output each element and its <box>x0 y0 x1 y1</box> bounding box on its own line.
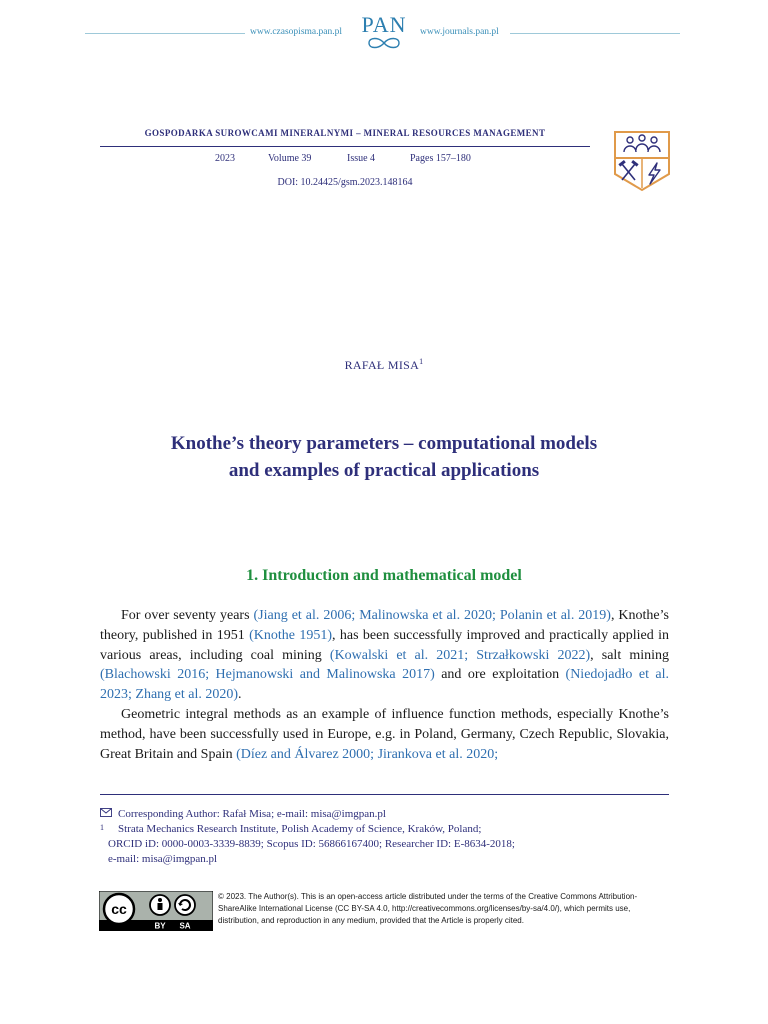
banner-url-right[interactable]: www.journals.pan.pl <box>420 27 499 37</box>
paragraph-text: , Knothe’s theory, published in 1951 <box>100 608 669 643</box>
corresponding-author-row <box>100 807 669 822</box>
banner-rule-right <box>510 33 680 34</box>
footnote-rule <box>100 794 669 795</box>
body-text <box>100 606 669 764</box>
pan-logo <box>354 14 414 58</box>
cc-by-sa-badge[interactable] <box>99 891 213 931</box>
affiliation-mark: 1 <box>100 823 104 832</box>
paragraph-2 <box>100 705 669 764</box>
affiliation-line2: ORCID iD: 0000-0003-3339-8839; Scopus ID: 56866167400; Researcher ID: E-8634-2018; <box>108 838 515 850</box>
affiliation-line1: Strata Mechanics Research Institute, Polish Academy of Science, Kraków, Poland; <box>118 823 482 835</box>
by-label: BY <box>154 921 166 931</box>
pan-logo-text: PAN <box>361 12 407 37</box>
envelope-icon <box>100 807 118 822</box>
journal-name: GOSPODARKA SUROWCAMI MINERALNYMI – MINERAL RESOURCES MANAGEMENT <box>144 128 546 138</box>
article-title-line2: and examples of practical applications <box>228 460 540 481</box>
citation-link[interactable]: (Blachowski 2016; Hejmanowski and Malinowska 2017) <box>100 667 435 683</box>
author-name <box>0 357 768 373</box>
citation-link[interactable]: (Díez and Álvarez 2000; Jirankova et al. 2020; <box>236 746 499 762</box>
citation-link[interactable]: (Knothe 1951) <box>249 627 333 643</box>
paragraph-text: Geometric integral methods as an example of influence function methods, especially Knothe’s method, have been successfully used in Europe, e.g. in Poland, Germany, Czech Republic, Slovakia, Great Britain and Spain <box>100 706 669 762</box>
affiliation-row <box>100 822 669 837</box>
paragraph-text: For over seventy years <box>121 608 254 623</box>
journal-volume: Volume 39 <box>268 153 312 164</box>
footnotes <box>100 807 669 867</box>
banner-rule-left <box>85 33 245 34</box>
author-text: RAFAŁ MISA <box>344 358 420 372</box>
cc-label: cc <box>111 901 127 917</box>
citation-link[interactable]: (Jiang et al. 2006; Malinowska et al. 2020; Polanin et al. 2019) <box>253 608 611 623</box>
sa-label: SA <box>179 921 191 931</box>
author-affiliation-mark: 1 <box>419 357 424 366</box>
journal-pages: Pages 157–180 <box>410 153 471 164</box>
corresponding-author: Corresponding Author: Rafał Misa; e-mail: misa@imgpan.pl <box>118 808 386 820</box>
paragraph-text: . <box>238 687 242 703</box>
banner-url-left[interactable]: www.czasopisma.pan.pl <box>250 27 342 37</box>
license-text: © 2023. The Author(s). This is an open-access article distributed under the terms of the Creative Commons Attribution-ShareAlike International License (CC BY-SA 4.0, http://creativecommons.org/licenses/by-sa/4.0/), which permits use, distribution, and reproduction in any medium, provided that the Article is properly cited. <box>218 892 638 925</box>
paragraph-text: , has been successfully improved and practically applied in various areas, including coal mining <box>100 627 670 663</box>
paragraph-text: , salt mining <box>590 647 669 663</box>
paragraph-text: and ore exploitation <box>434 667 566 683</box>
journal-year: 2023 <box>215 153 235 164</box>
journal-rule <box>100 146 590 147</box>
affiliation-line3: e-mail: misa@imgpan.pl <box>108 853 218 865</box>
section-heading: 1. Introduction and mathematical model <box>246 567 522 584</box>
citation-link[interactable]: (Niedojadło et al. 2023; Zhang et al. 2020) <box>100 667 670 703</box>
article-title <box>84 430 684 484</box>
infinity-icon <box>361 36 407 50</box>
doi[interactable]: DOI: 10.24425/gsm.2023.148164 <box>277 177 413 188</box>
paragraph-1 <box>100 606 669 705</box>
article-title-line1: Knothe’s theory parameters – computational models <box>170 433 598 454</box>
journal-issue: Issue 4 <box>347 153 376 164</box>
citation-link[interactable]: (Kowalski et al. 2021; Strzałkowski 2022) <box>329 647 591 663</box>
mining-emblem-icon <box>613 130 671 192</box>
